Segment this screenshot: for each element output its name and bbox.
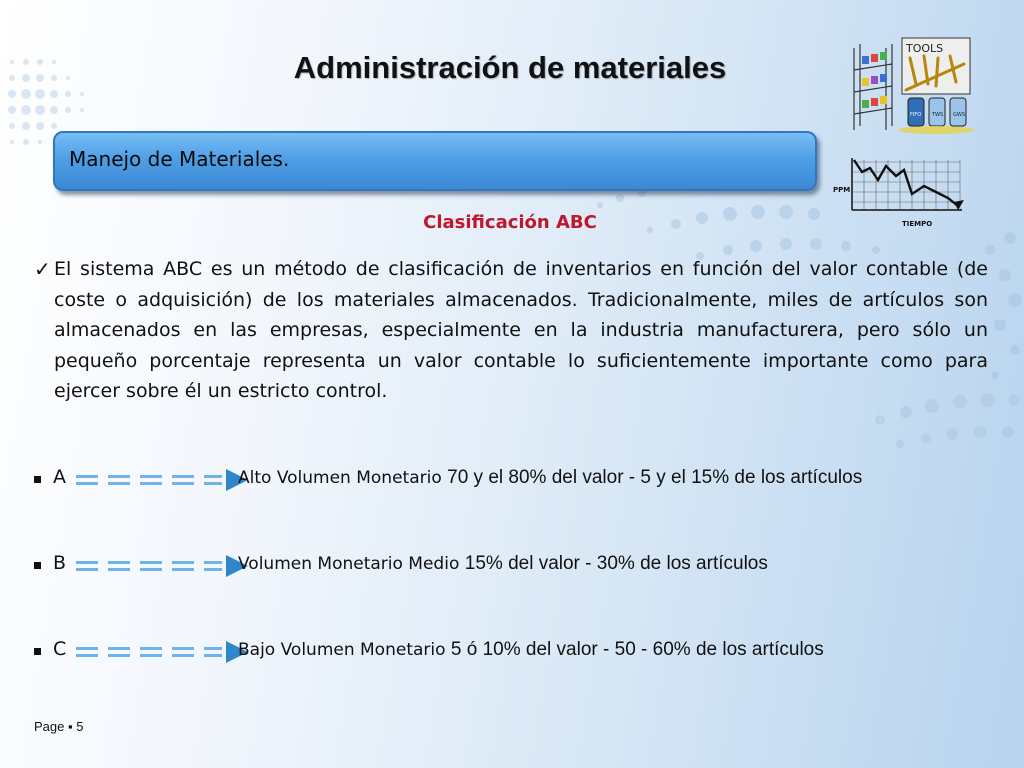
abc-row-a	[34, 466, 994, 496]
declining-ppm-chart-clipart	[832, 154, 972, 234]
page-number: Page ▪ 5	[34, 719, 84, 734]
svg-text:TWS: TWS	[932, 112, 944, 118]
double-line-arrow-icon	[76, 467, 251, 493]
tools-shelf-clipart	[846, 34, 976, 134]
class-letter: B	[53, 552, 67, 574]
class-letter: C	[53, 638, 67, 660]
class-description	[238, 467, 862, 489]
class-description	[238, 639, 824, 661]
double-line-arrow-icon	[76, 553, 251, 579]
abc-row-c	[34, 638, 994, 668]
class-label: Bajo Volumen Monetario	[238, 640, 446, 660]
class-description	[238, 553, 768, 575]
class-stat: 70 y el 80% del valor - 5 y el 15% de los artículos	[447, 467, 863, 488]
bullet-icon	[34, 562, 41, 569]
abc-row-b	[34, 552, 994, 582]
class-label: Volumen Monetario Medio	[238, 554, 460, 574]
class-stat: 15% del valor - 30% de los artículos	[464, 553, 768, 574]
class-letter: A	[53, 466, 66, 488]
class-label: Alto Volumen Monetario	[238, 468, 442, 488]
slide-title: Administración de materiales	[293, 50, 727, 85]
chart-time-label: TIEMPO	[902, 220, 933, 228]
section-subtitle: Clasificación ABC	[423, 212, 597, 233]
banner-label: Manejo de Materiales.	[69, 147, 290, 171]
paragraph-text: El sistema ABC es un método de clasificación de inventarios en función del valor contable (de coste o adquisición) de los materiales almacenados. Tradicionalmente, miles de artículos son almacenados en las empresas, especialmente en la industria manufacturera, pero sólo un pequeño porcentaje representa un valor contable lo suficientemente importante como para ejercer sobre él un estricto control.	[54, 258, 988, 402]
bullet-icon	[34, 476, 41, 483]
double-line-arrow-icon	[76, 639, 251, 665]
svg-text:GWS: GWS	[953, 112, 965, 118]
bullet-icon	[34, 648, 41, 655]
section-banner	[53, 131, 817, 191]
tools-sign-text: TOOLS	[906, 42, 944, 55]
class-stat: 5 ó 10% del valor - 50 - 60% de los artículos	[450, 639, 824, 660]
checkmark-icon: ✓	[34, 257, 51, 281]
chart-ppm-label: PPM	[833, 186, 851, 194]
body-paragraph	[34, 254, 988, 407]
svg-text:FIFO: FIFO	[910, 112, 922, 118]
